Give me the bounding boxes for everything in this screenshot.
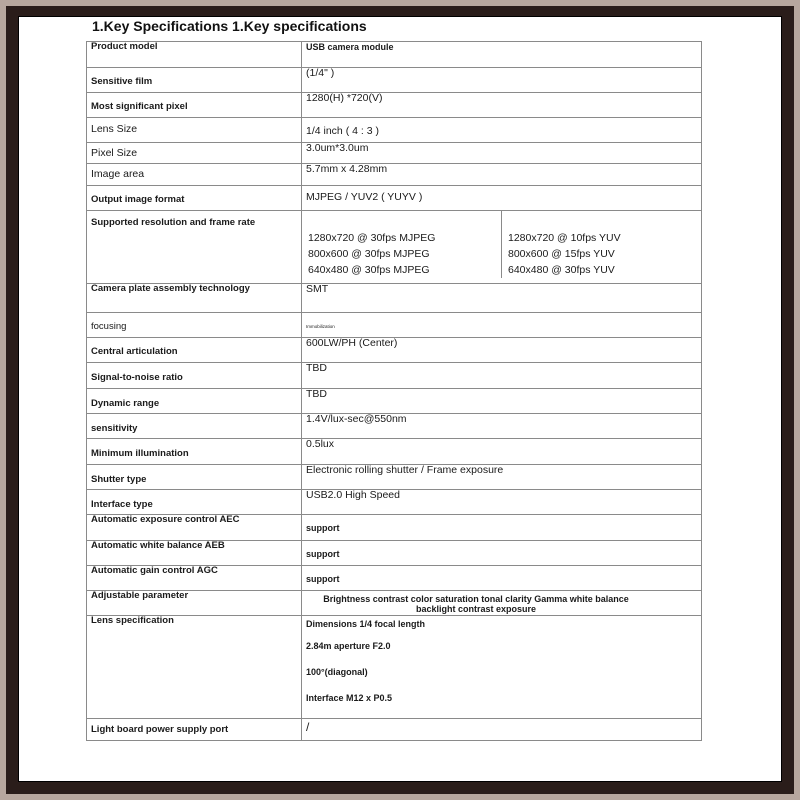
row-label: focusing [87,313,302,338]
table-row-focusing [87,313,702,338]
table-row-power-supply-port [87,719,702,741]
row-label: Shutter type [87,465,302,490]
row-value: 5.7mm x 4.28mm [302,164,702,186]
row-label: Lens Size [87,118,302,143]
row-label: Light board power supply port [87,719,302,741]
row-label: Automatic white balance AEB [87,541,302,566]
row-label: Image area [87,164,302,186]
row-label: Adjustable parameter [87,591,302,616]
row-label: Lens specification [87,616,302,719]
table-row-pixel-size [87,143,702,164]
table-row-supported-resolution [87,211,702,284]
adjustable-parameter-text: Brightness contrast color saturation tonal clarity Gamma white balance backlight contrast exposure [323,594,629,615]
table-row-signal-to-noise [87,363,702,389]
row-label: Automatic exposure control AEC [87,515,302,541]
row-value: support [302,541,702,566]
row-label: Interface type [87,490,302,515]
row-value: TBD [302,389,702,414]
resolution-entry: 640x480 @ 30fps YUV [508,263,615,276]
row-value: USB camera module [302,42,702,68]
row-label: Dynamic range [87,389,302,414]
lens-spec-cell [302,616,702,719]
row-value: USB2.0 High Speed [302,490,702,515]
lens-spec-line: Dimensions 1/4 focal length [306,619,426,629]
resolution-entry: 1280x720 @ 10fps YUV [508,232,621,244]
row-label: Minimum illumination [87,439,302,465]
table-row-assembly-technology [87,284,702,313]
row-label: Central articulation [87,338,302,363]
row-value: Immobilization [302,313,702,338]
table-row-minimum-illumination [87,439,702,465]
row-value: Electronic rolling shutter / Frame exposure [302,465,702,490]
resolution-entry: 640x480 @ 30fps MJPEG [308,263,430,276]
table-row-sensitivity [87,414,702,439]
row-label: Automatic gain control AGC [87,566,302,591]
row-value: 1.4V/lux-sec@550nm [302,414,702,439]
table-row-output-image-format [87,186,702,211]
row-value: TBD [302,363,702,389]
yuv-resolution-list [501,211,701,278]
table-row-product-model [87,42,702,68]
row-label: Product model [87,42,302,68]
table-row-image-area [87,164,702,186]
row-label: Sensitive film [87,68,302,93]
table-row-awb [87,541,702,566]
lens-spec-line: 100°(diagonal) [306,667,368,678]
table-row-agc [87,566,702,591]
row-value: (1/4" ) [302,68,702,93]
table-row-dynamic-range [87,389,702,414]
lens-spec-line: Interface M12 x P0.5 [306,693,393,704]
row-value: MJPEG / YUV2 ( YUYV ) [302,186,702,211]
resolution-entry: 800x600 @ 15fps YUV [508,247,615,260]
row-value: 1/4 inch ( 4 : 3 ) [302,118,702,143]
table-row-lens-size [87,118,702,143]
row-value: SMT [302,284,702,313]
row-value: 600LW/PH (Center) [302,338,702,363]
row-label: sensitivity [87,414,302,439]
table-row-sensitive-film [87,68,702,93]
row-value: / [302,719,702,741]
resolution-entry: 800x600 @ 30fps MJPEG [308,247,430,260]
table-row-central-articulation [87,338,702,363]
row-label: Signal-to-noise ratio [87,363,302,389]
row-label: Camera plate assembly technology [87,284,302,313]
table-row-lens-specification [87,616,702,719]
table-row-adjustable-parameter [87,591,702,616]
table-row-shutter-type [87,465,702,490]
table-row-most-significant-pixel [87,93,702,118]
row-label: Pixel Size [87,143,302,164]
resolution-entry: 1280x720 @ 30fps MJPEG [308,232,436,244]
section-heading: 1.Key Specifications 1.Key specifications [92,18,367,34]
row-label: Output image format [87,186,302,211]
row-label: Supported resolution and frame rate [87,211,302,284]
row-value: support [302,515,702,541]
row-value [302,591,702,616]
row-value: 0.5lux [302,439,702,465]
mjpeg-resolution-list [302,211,501,278]
table-row-interface-type [87,490,702,515]
resolution-cell [302,211,702,284]
row-value: 3.0um*3.0um [302,143,702,164]
row-value: support [302,566,702,591]
row-value: 1280(H) *720(V) [302,93,702,118]
table-row-aec [87,515,702,541]
specifications-table [86,41,702,741]
lens-spec-line: 2.84m aperture F2.0 [306,641,391,652]
row-label: Most significant pixel [87,93,302,118]
